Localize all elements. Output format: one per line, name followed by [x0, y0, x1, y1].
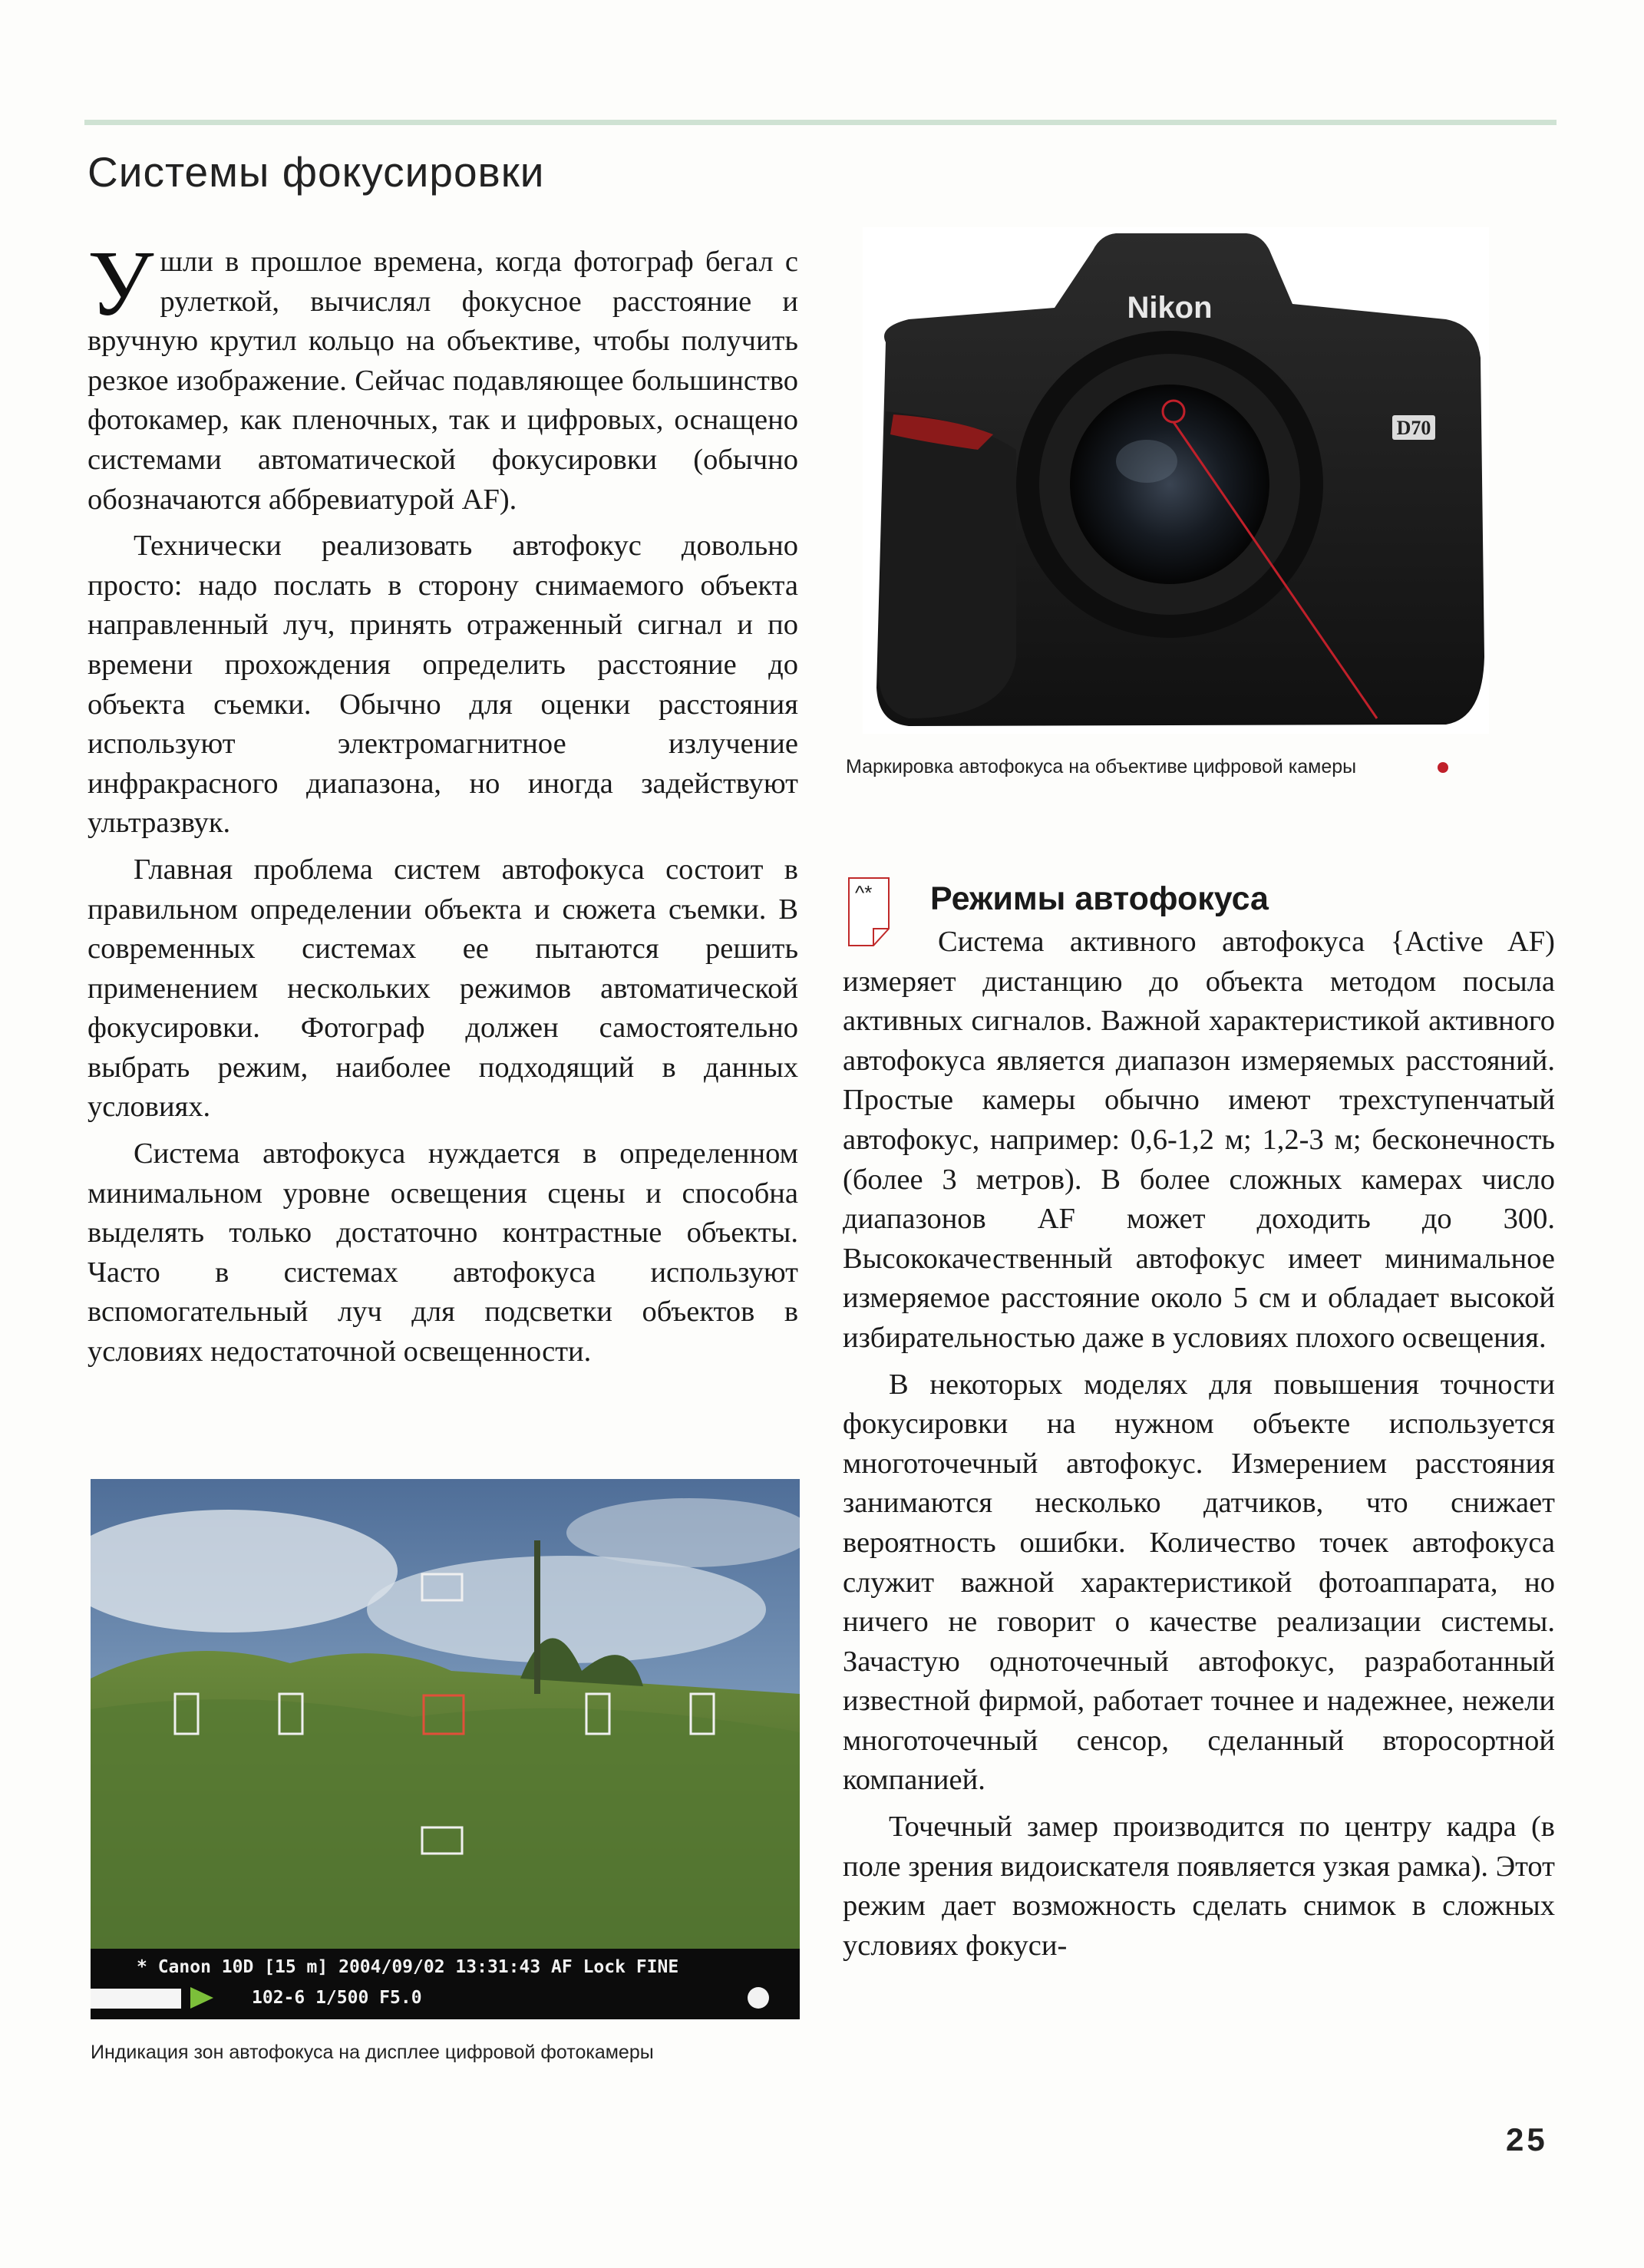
paragraph: В некоторых моделях для повышения точности фокусировки на нужном объекте используется многоточечный автофокус. Измерением расстояния занимаются несколько датчиков, что снижает вероятность ошибки. Количество точек автофокуса служит важной характеристикой фотоаппарата, но ничего не говорит о качестве реализации системы. Зачастую одноточечный автофокус, разработанный известной фирмой, работает точнее и надежнее, нежели многоточечный сенсор, сделанный второсортной компанией. — [843, 1368, 1555, 1797]
camera-brand: Nikon — [1127, 291, 1213, 325]
paragraph: Точечный замер производится по центру кадра (в поле зрения видоискателя появляется узкая рамка). Этот режим дает возможность сделать снимок в сложных условиях фокуси- — [843, 1811, 1555, 1962]
drop-cap: У — [87, 232, 154, 335]
svg-text:^*: ^* — [855, 881, 873, 904]
page-number: 25 — [1506, 2121, 1548, 2157]
lcd-status-line-2: 102-6 1/500 F5.0 — [252, 1988, 422, 2008]
paragraph: Ушли в прошлое времена, когда фотограф бегал с рулеткой, вычислял фокусное расстояние и вручную крутил кольцо на объективе, чтобы получить резкое изображение. Сейчас подавляющее большинство фотокамер, как пленочных, так и цифровых, оснащено системами автоматической фокусировки (обычно обозначаются аббревиатурой AF). — [87, 232, 798, 516]
left-column — [87, 232, 798, 1379]
page-title: Системы фокусировки — [87, 148, 545, 196]
camera-photo — [863, 227, 1489, 734]
camera-illustration — [863, 227, 1489, 734]
section-title: Режимы автофокуса — [930, 880, 1269, 917]
camera-caption: Маркировка автофокуса на объективе цифровой камеры — [846, 756, 1357, 777]
paragraph: Система активного автофокуса {Active AF) измеряет дистанцию до объекта методом посыла активных сигналов. Важной характеристикой активного автофокуса является диапазон измеряемых расстояний. Простые камеры обычно имеют трехступенчатый автофокус, например: 0,6-1,2 м; 1,2-3 м; бесконечность (более 3 метров). В более сложных камерах число диапазонов AF может доходить до 300. Высококачественный автофокус имеет минимальное измеряемое расстояние около 5 см и обладает высокой избирательностью даже в условиях плохого освещения. — [843, 926, 1555, 1354]
viewfinder-scene — [91, 1479, 800, 2019]
viewfinder-photo — [91, 1479, 800, 2019]
header-rule — [84, 120, 1557, 125]
caption-marker-dot — [1435, 760, 1451, 775]
right-column — [843, 923, 1555, 1973]
paragraph: Система автофокуса нуждается в определенном минимальном уровне освещения сцены и способна выделять только достаточно контрастные объекты. Часто в системах автофокуса используют вспомогательный луч для подсветки объектов в условиях недостаточной освещенности. — [87, 1137, 798, 1368]
paragraph: Главная проблема систем автофокуса состоит в правильном определении объекта и сюжета съемки. В современных системах ее пытаются решить применением нескольких режимов автоматической фокусировки. Фотограф должен самостоятельно выбрать режим, наиболее подходящий в данных условиях. — [87, 853, 798, 1124]
lcd-status-line-1: * Canon 10D [15 m] 2004/09/02 13:31:43 AF Lock FINE — [137, 1957, 679, 1977]
camera-model: D70 — [1396, 417, 1431, 439]
paragraph: Технически реализовать автофокус довольно просто: надо послать в сторону снимаемого объекта направленный луч, принять отраженный сигнал и по времени прохождения определить расстояние до объекта съемки. Обычно для оценки расстояния используют электромагнитное излучение инфракрасного диапазона, но иногда задействуют ультразвук. — [87, 530, 798, 840]
viewfinder-caption: Индикация зон автофокуса на дисплее цифровой фотокамеры — [91, 2042, 654, 2063]
